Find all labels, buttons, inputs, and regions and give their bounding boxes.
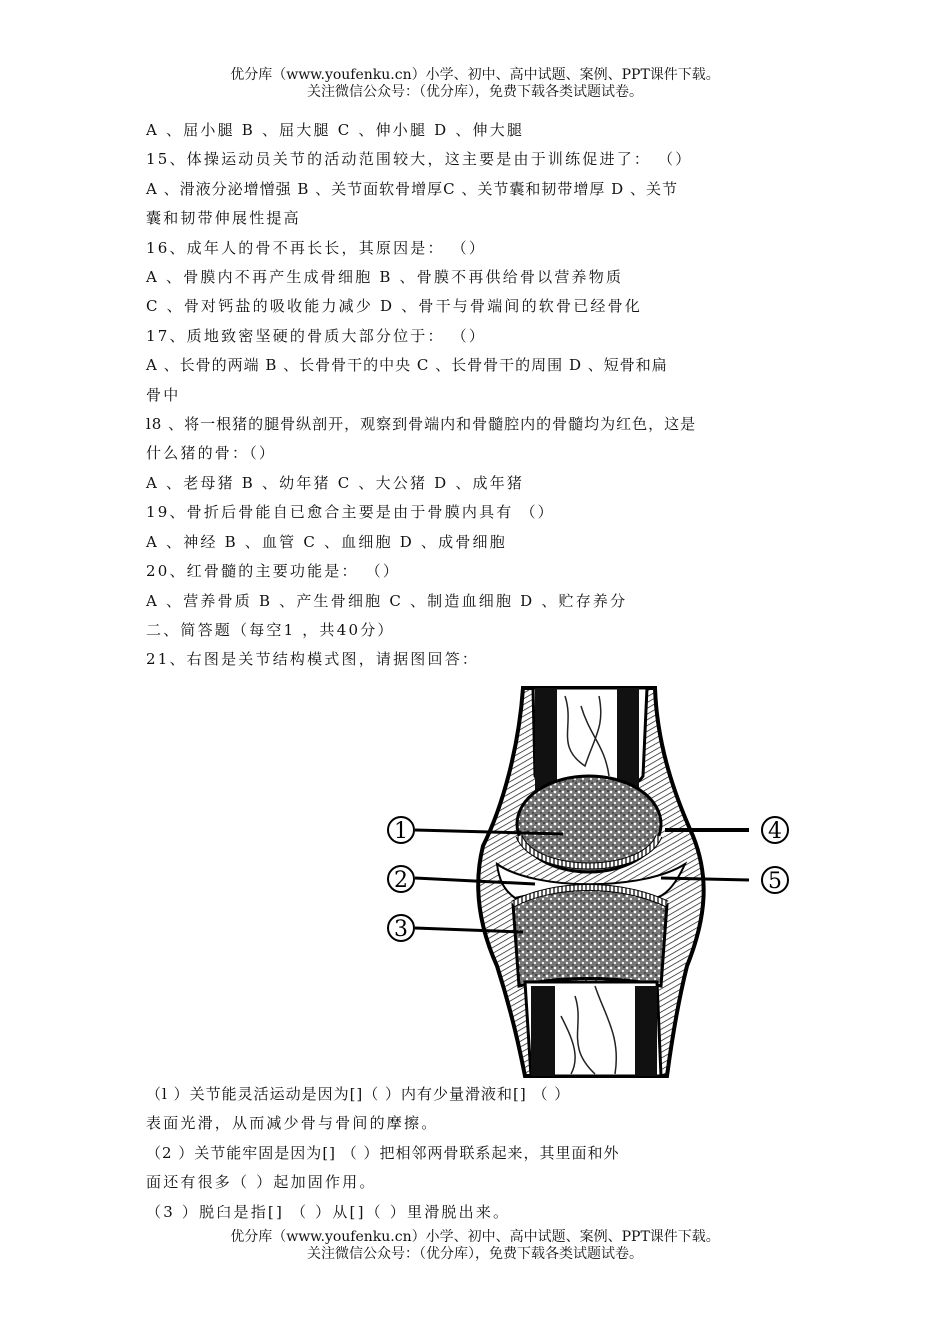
sub-question-3: （3 ）脱臼是指[] （ ）从[]（ ）里滑脱出来。 — [146, 1202, 511, 1221]
answer-options-14: A 、屈小腿 B 、屈大腿 C 、伸小腿 D 、伸大腿 — [146, 121, 525, 139]
answer-options-18: A 、老母猪 B 、幼年猪 C 、大公猪 D 、成年猪 — [146, 473, 525, 492]
svg-text:1: 1 — [394, 819, 408, 844]
answer-options-17-cont: 骨中 — [146, 385, 181, 404]
short-answer-questions — [146, 1080, 806, 1227]
sub-question-1-cont: 表面光滑，从而减少骨与骨间的摩擦。 — [146, 1114, 439, 1133]
sub-question-1: （l ）关节能灵活运动是因为[]（ ）内有少量滑液和[] （ ） — [146, 1085, 571, 1103]
question-18-cont: 什么猪的骨：（） — [146, 444, 277, 463]
leader-line-5 — [661, 878, 749, 880]
lower-bone-head — [513, 888, 667, 987]
label-2 — [388, 866, 414, 893]
question-20: 20、红骨髓的主要功能是： （） — [146, 562, 401, 581]
page-footer — [0, 1229, 950, 1263]
header-line-2: 关注微信公众号：（优分库），免费下载各类试题试卷。 — [307, 84, 643, 100]
svg-text:2: 2 — [394, 868, 408, 893]
answer-options-16-ab: A 、骨膜内不再产生成骨细胞 B 、骨膜不再供给骨以营养物质 — [146, 268, 624, 287]
question-15: 15、体操运动员关节的活动范围较大，这主要是由于训练促进了： （） — [146, 150, 693, 169]
question-21: 21、右图是关节结构模式图，请据图回答： — [146, 650, 480, 669]
svg-text:4: 4 — [768, 819, 782, 844]
question-list — [146, 116, 806, 675]
answer-options-17: A 、长骨的两端 B 、长骨骨干的中央 C 、长骨骨干的周围 D 、短骨和扁 — [146, 356, 668, 375]
question-17: 17、质地致密坚硬的骨质大部分位于： （） — [146, 326, 487, 345]
svg-text:3: 3 — [394, 917, 408, 942]
header-line-1: 优分库（www.youfenku.cn）小学、初中、高中试题、案例、PPT课件下载。 — [230, 67, 720, 83]
question-19: 19、骨折后骨能自已愈合主要是由于骨膜内具有 （） — [146, 503, 555, 522]
question-18: l8 、将一根猪的腿骨纵剖开，观察到骨端内和骨髓腔内的骨髓均为红色，这是 — [146, 415, 697, 434]
answer-options-20: A 、营养骨质 B 、产生骨细胞 C 、制造血细胞 D 、贮存养分 — [146, 591, 628, 610]
label-3 — [388, 915, 414, 942]
svg-text:5: 5 — [768, 869, 782, 894]
page-header — [0, 67, 950, 101]
footer-line-2: 关注微信公众号：（优分库），免费下载各类试题试卷。 — [307, 1246, 643, 1262]
label-1 — [388, 817, 414, 844]
answer-options-16-cd: C 、骨对钙盐的吸收能力减少 D 、骨干与骨端间的软骨已经骨化 — [146, 297, 643, 316]
footer-line-1: 优分库（www.youfenku.cn）小学、初中、高中试题、案例、PPT课件下载。 — [230, 1229, 720, 1245]
sub-question-2-cont: 面还有很多（ ）起加固作用。 — [146, 1173, 377, 1192]
label-5 — [762, 867, 788, 894]
answer-options-15-cont: 囊和韧带伸展性提高 — [146, 209, 301, 228]
joint-diagram — [385, 686, 797, 1078]
section-title: 二、简答题（每空1 ，共40分） — [146, 620, 395, 639]
label-4 — [762, 817, 788, 844]
question-16: 16、成年人的骨不再长长，其原因是： （） — [146, 238, 487, 257]
answer-options-15: A 、滑液分泌增憎强 B 、关节面软骨增厚C 、关节囊和韧带增厚 D 、关节 — [146, 179, 678, 198]
answer-options-19: A 、神经 B 、血管 C 、血细胞 D 、成骨细胞 — [146, 532, 507, 551]
sub-question-2: （2 ）关节能牢固是因为[] （ ）把相邻两骨联系起来，其里面和外 — [146, 1143, 620, 1162]
